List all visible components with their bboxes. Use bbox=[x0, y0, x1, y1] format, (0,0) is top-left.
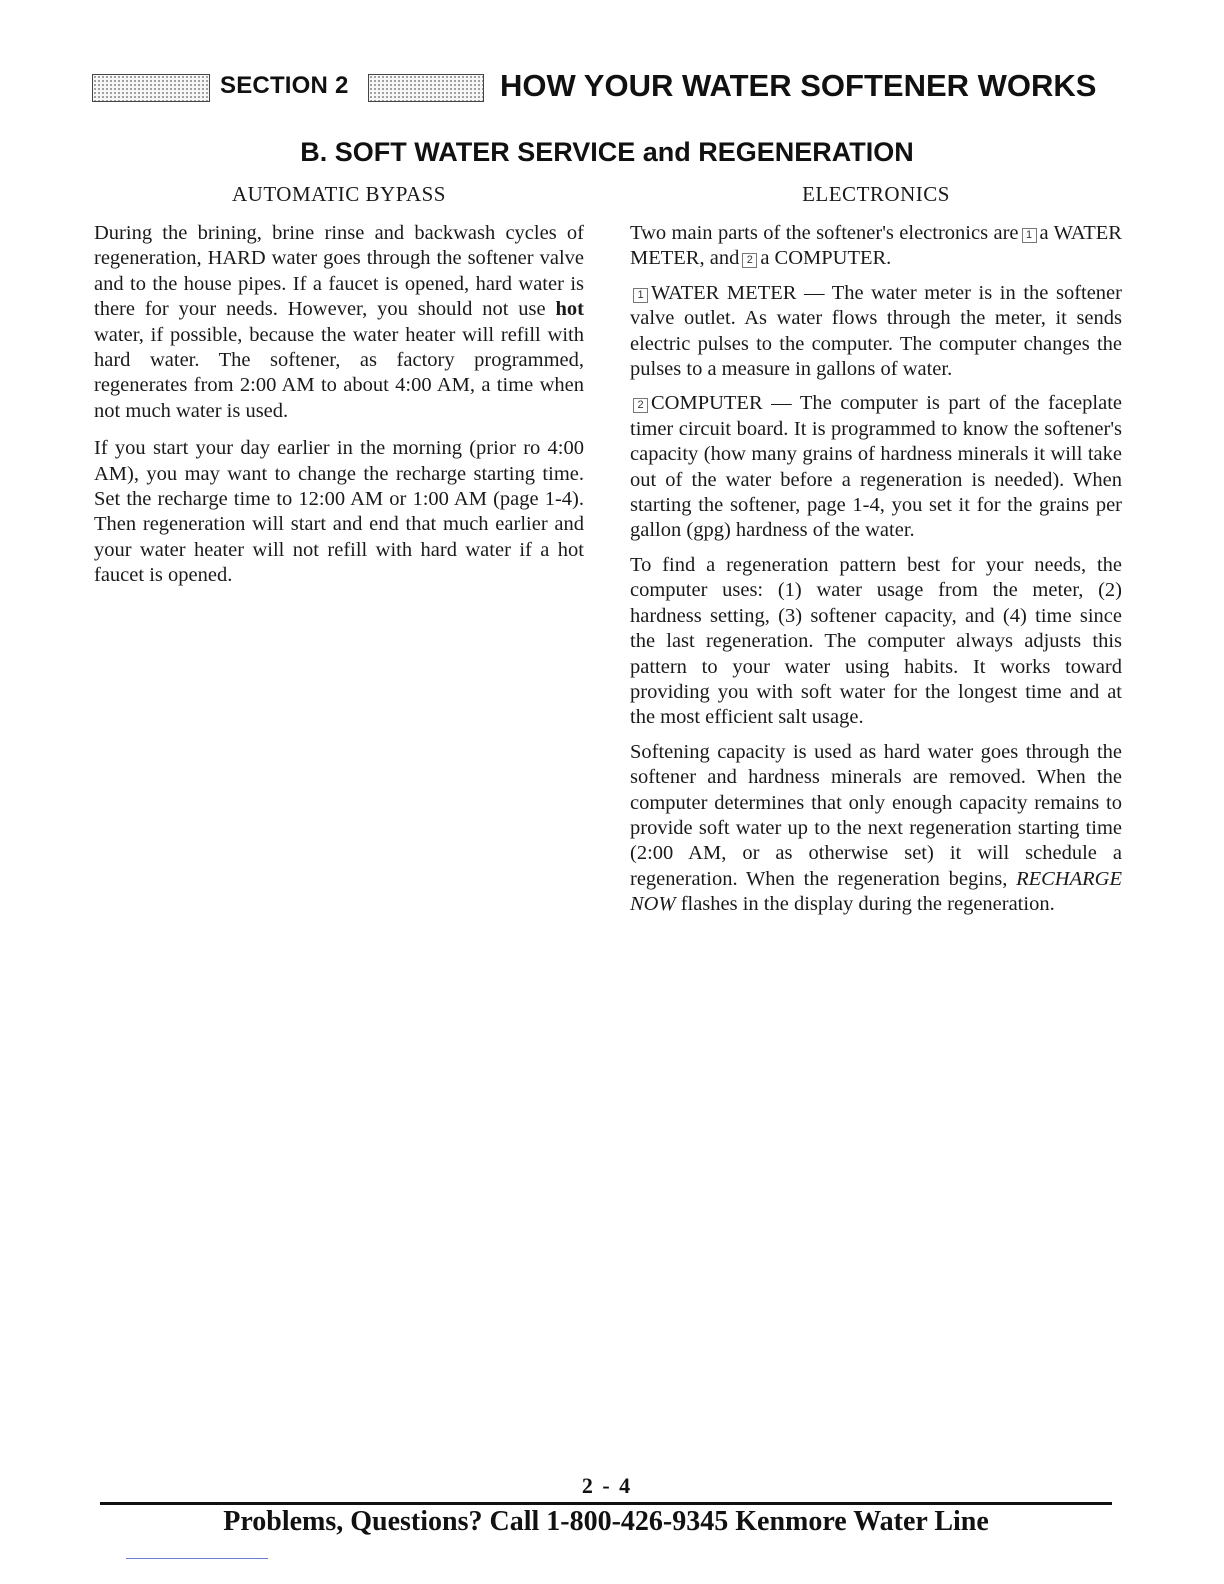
bypass-p1-text-b: water, if possible, because the water heater will refill with hard water. The softener, as factory programmed, regenerates from 2:00 AM to about 4:00 AM, a time when not much water is used. bbox=[94, 323, 584, 422]
bypass-paragraph-2: If you start your day earlier in the morning (prior ro 4:00 AM), you may want to change the recharge starting time. Set the recharge time to 12:00 AM or 1:00 AM (page 1-4). Then regeneration will start and end that much earlier and your water heater will not refill with hard water if a hot faucet is opened. bbox=[94, 437, 584, 587]
electronics-heading: ELECTRONICS bbox=[802, 182, 950, 206]
footer-rule-divider bbox=[100, 1502, 1112, 1505]
recharge-now-italic: RECHARGE NOW bbox=[630, 867, 1122, 916]
regeneration-pattern-paragraph: To find a regeneration pattern best for your needs, the computer uses: (1) water usage from the meter, (2) hardness setting, (3) softener capacity, and (4) time since the last regeneration. The computer always adjusts this pattern to your water using habits. It works toward providing you with soft water for the longest time and at the most efficient salt usage. bbox=[630, 553, 1122, 729]
page-subtitle: B. SOFT WATER SERVICE and REGENERATION bbox=[300, 137, 914, 167]
bypass-paragraph-1 bbox=[94, 221, 584, 424]
automatic-bypass-heading: AUTOMATIC BYPASS bbox=[232, 182, 446, 206]
page-number: 2 - 4 bbox=[581, 1473, 633, 1498]
water-meter-text: WATER METER — The water meter is in the softener valve outlet. As water flows through the meter, it sends electric pulses to the computer. The computer changes the pulses to a measure in gallons of water. bbox=[630, 281, 1122, 381]
softening-capacity-paragraph bbox=[630, 740, 1122, 918]
link-underline-mark bbox=[126, 1558, 268, 1559]
electronics-p1-text-a: Two main parts of the softener's electronics are bbox=[630, 222, 1019, 244]
footer-helpline: Problems, Questions? Call 1-800-426-9345 Kenmore Water Line bbox=[223, 1506, 989, 1537]
bypass-p1-text-a: During the brining, brine rinse and backwash cycles of regeneration, HARD water goes through the softener valve and to the house pipes. If a faucet is opened, hard water is there for your needs. However, you should not use bbox=[94, 222, 584, 321]
number-box-2-icon: 2 bbox=[742, 253, 757, 268]
capacity-text-b: flashes in the display during the regeneration. bbox=[675, 893, 1055, 916]
bypass-p1-bold-hot: hot bbox=[555, 298, 584, 321]
left-column bbox=[94, 180, 584, 601]
section-header bbox=[92, 66, 1122, 110]
number-box-1-icon: 1 bbox=[1022, 228, 1037, 243]
right-column bbox=[630, 180, 1122, 927]
section-pattern-box-left bbox=[92, 74, 210, 102]
computer-text: COMPUTER — The computer is part of the faceplate timer circuit board. It is programmed to know the softener's capacity (how many grains of hardness minerals it will take out of the water before a regeneration is needed). When starting the softener, page 1-4, you set it for the grains per gallon (gpg) hardness of the water. bbox=[630, 392, 1122, 542]
section-label: SECTION 2 bbox=[220, 72, 349, 99]
water-meter-paragraph bbox=[630, 281, 1122, 383]
section-title: HOW YOUR WATER SOFTENER WORKS bbox=[500, 68, 1097, 103]
number-box-1-icon: 1 bbox=[633, 288, 648, 303]
electronics-paragraph-1 bbox=[630, 221, 1122, 272]
computer-paragraph bbox=[630, 391, 1122, 543]
section-pattern-box-right bbox=[368, 74, 484, 102]
capacity-text-a: Softening capacity is used as hard water goes through the softener and hardness minerals are removed. When the computer determines that only enough capacity remains to provide soft water up to the next regeneration starting time (2:00 AM, or as otherwise set) it will schedule a regeneration. When the regeneration begins, bbox=[630, 740, 1122, 890]
electronics-p1-text-b: a WATER METER, and bbox=[630, 222, 1122, 270]
electronics-p1-text-c: a COMPUTER. bbox=[760, 247, 892, 270]
number-box-2-icon: 2 bbox=[633, 398, 648, 413]
